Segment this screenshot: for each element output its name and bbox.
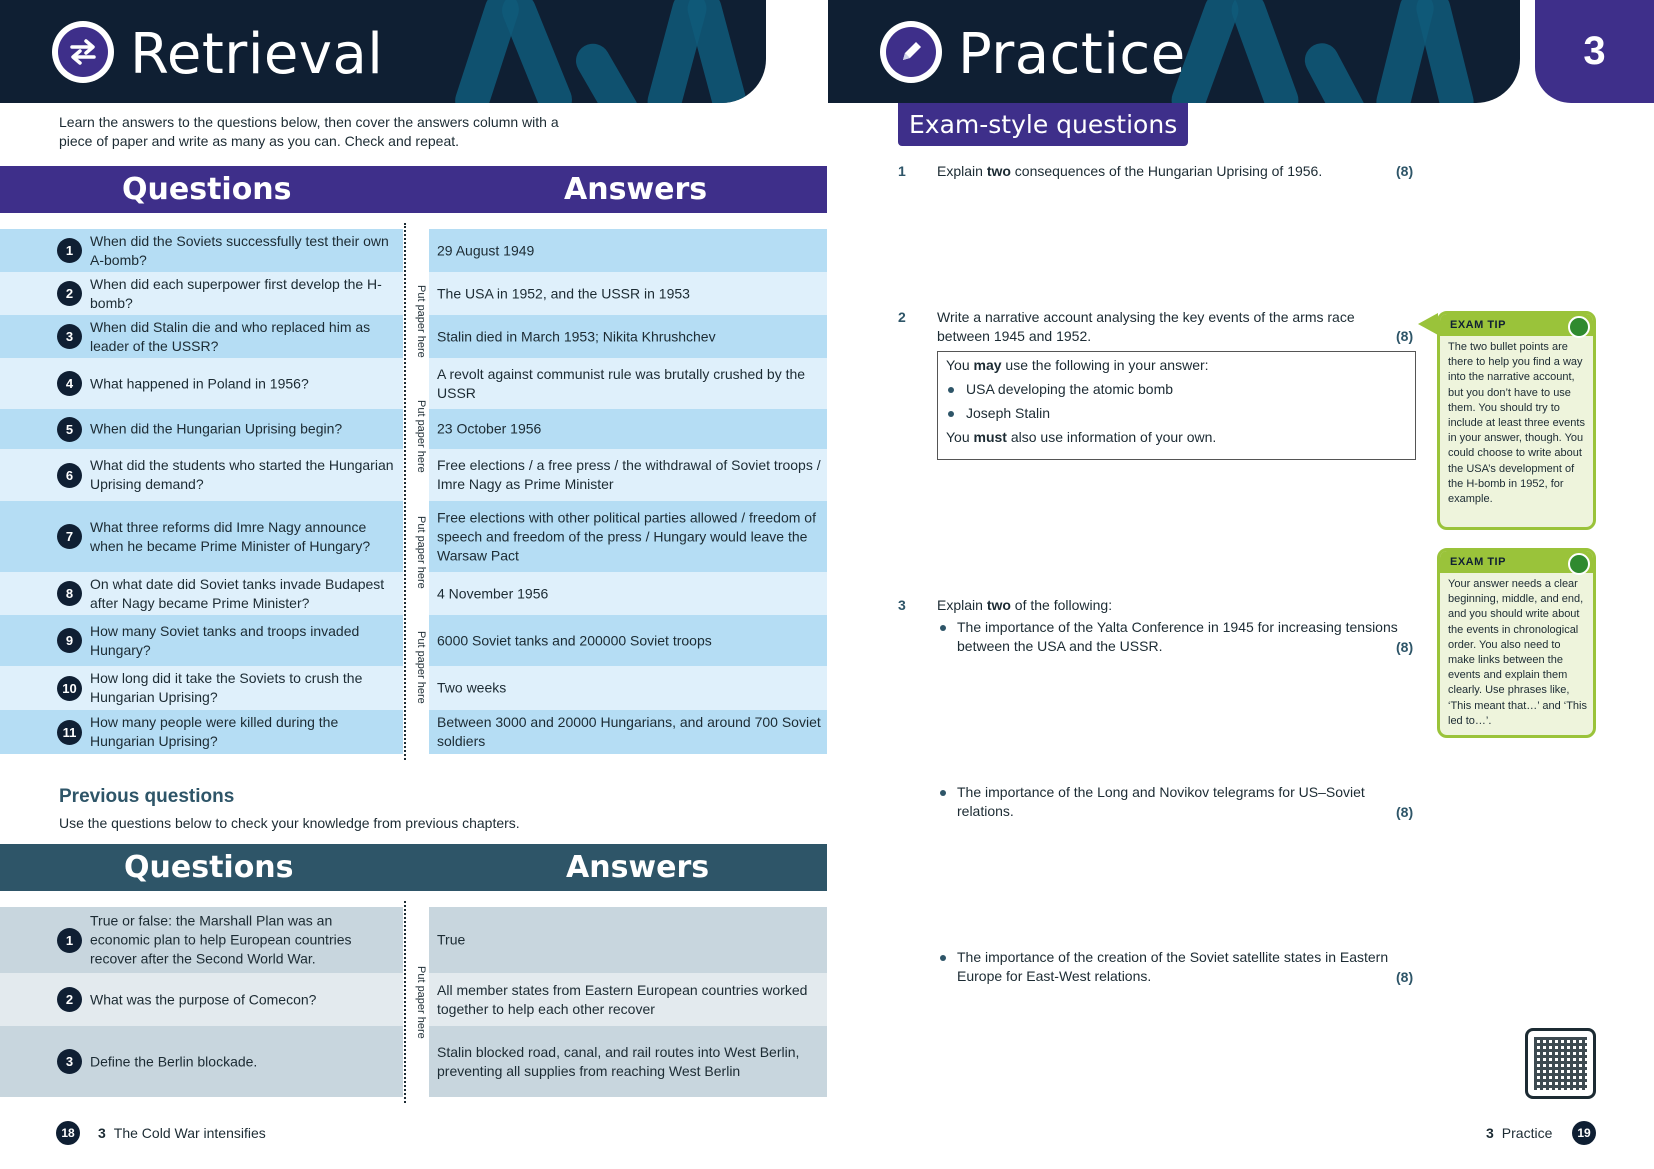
question-cell	[0, 615, 403, 666]
question-number: 1	[898, 163, 906, 179]
guidance-box	[937, 351, 1416, 460]
question-text: When did the Soviets successfully test their own A-bomb?	[90, 232, 389, 268]
text-run: You	[946, 357, 974, 373]
swap-arrows-icon	[52, 21, 114, 83]
question-text: When did each superpower first develop the H-bomb?	[90, 275, 382, 311]
answer-cell	[429, 449, 827, 501]
answer-text: Stalin blocked road, canal, and rail routes into West Berlin, preventing all supplies from reaching West Berlin	[437, 1043, 800, 1079]
pencil-icon	[880, 21, 942, 83]
question-cell	[0, 315, 403, 358]
question-number: 9	[57, 628, 82, 653]
table-row	[0, 710, 827, 754]
question-text-line: between 1945 and 1952.	[937, 328, 1092, 344]
intro-text: Learn the answers to the questions below, then cover the answers column with a piece of paper and write as many as you can. Check and repeat.	[59, 114, 559, 149]
question-number: 11	[57, 720, 82, 745]
answer-text: Free elections with other political parties allowed / freedom of speech and freedom of the press / Hungary would leave the Warsaw Pact	[437, 509, 816, 563]
qr-pattern	[1534, 1037, 1587, 1090]
question-cell	[0, 229, 403, 272]
page-title: Practice	[958, 22, 1186, 87]
question-text: How many Soviet tanks and troops invaded Hungary?	[90, 622, 360, 658]
answer-cell	[429, 1026, 827, 1097]
question-text: What was the purpose of Comecon?	[90, 991, 317, 1007]
page-number: 19	[1572, 1121, 1596, 1145]
footer-chapter: 3	[98, 1125, 106, 1141]
question-bullet-line: The importance of the Yalta Conference in 1945 for increasing tensions	[957, 619, 1398, 635]
marks: (8)	[1396, 328, 1414, 344]
answer-text: Stalin died in March 1953; Nikita Khrushchev	[437, 328, 716, 344]
question-text: How long did it take the Soviets to crush the Hungarian Uprising?	[90, 670, 363, 705]
answer-cell	[429, 315, 827, 358]
question-text: What did the students who started the Hungarian Uprising demand?	[90, 457, 394, 492]
question-cell	[0, 501, 403, 572]
put-paper-here-label: Put paper here	[415, 630, 427, 704]
brush-stroke	[497, 0, 577, 103]
exam-tip	[1437, 311, 1596, 530]
answer-text: 4 November 1956	[437, 585, 549, 601]
question-cell	[0, 710, 403, 754]
answer-text: A revolt against communist rule was brutally crushed by the USSR	[437, 365, 806, 401]
cut-line	[404, 223, 406, 760]
guidance-bullet: Joseph Stalin	[966, 405, 1051, 421]
marks: (8)	[1396, 804, 1414, 820]
question-bullet-line: Europe for East-West relations.	[957, 968, 1152, 984]
answer-cell	[429, 229, 827, 272]
questions-header: Questions	[124, 850, 294, 885]
answer-cell	[429, 907, 827, 973]
answer-cell	[429, 409, 827, 449]
previous-table-header	[0, 844, 827, 891]
retrieval-table-header	[0, 166, 827, 213]
answer-text: 6000 Soviet tanks and 200000 Soviet troops	[437, 632, 712, 648]
question-cell	[0, 358, 403, 409]
question-cell	[0, 666, 403, 710]
exam-tip-title: EXAM TIP	[1440, 551, 1593, 573]
previous-questions-title: Previous questions	[59, 786, 235, 807]
exam-tip	[1437, 548, 1596, 738]
running-footer	[1486, 1125, 1552, 1141]
marks: (8)	[1396, 639, 1414, 655]
text-run: Explain	[937, 163, 987, 179]
bullet-icon	[948, 387, 954, 393]
footer-title: Practice	[1501, 1125, 1553, 1141]
practice-header	[828, 0, 1520, 103]
text-run: of the following:	[1010, 597, 1113, 613]
answer-text: True	[437, 931, 466, 948]
question-text: On what date did Soviet tanks invade Budapest after Nagy became Prime Minister?	[90, 575, 385, 611]
emphasis: may	[973, 357, 1002, 373]
question-number: 6	[57, 463, 82, 488]
answer-text: Between 3000 and 20000 Hungarians, and around 700 Soviet soldiers	[437, 714, 821, 749]
question-number: 3	[57, 1049, 82, 1074]
table-row	[0, 229, 827, 272]
retrieval-header	[0, 0, 766, 103]
tip-pointer	[1418, 313, 1438, 335]
put-paper-here-label: Put paper here	[415, 399, 427, 473]
answer-cell	[429, 358, 827, 409]
answer-cell	[429, 272, 827, 315]
question-number: 5	[57, 417, 82, 442]
answer-text: Two weeks	[437, 679, 507, 696]
target-icon	[1568, 553, 1590, 575]
question-cell	[0, 1026, 403, 1097]
question-cell	[0, 409, 403, 449]
put-paper-here-label: Put paper here	[415, 515, 427, 589]
answer-cell	[429, 615, 827, 666]
text-run: also use information of your own.	[1006, 429, 1217, 445]
section-tag: Exam-style questions	[898, 103, 1188, 146]
question-bullet-line: relations.	[957, 803, 1014, 819]
question-number: 1	[57, 238, 82, 263]
answer-text: The USA in 1952, and the USSR in 1953	[437, 285, 690, 301]
exam-tip-text: The two bullet points are there to help you find a way into the narrative account, but you don’t have to use them. You should try to include at least three events in your answer, though. You could choose to write about the USA’s development of the H-bomb in 1952, for example.	[1448, 341, 1585, 506]
emphasis: must	[973, 429, 1007, 445]
bullet-icon	[940, 955, 946, 961]
text-run: You	[946, 429, 974, 445]
question-cell	[0, 272, 403, 315]
question-text-line: Write a narrative account analysing the key events of the arms race	[937, 309, 1355, 325]
question-bullet-line: between the USA and the USSR.	[957, 638, 1163, 654]
question-cell	[0, 907, 403, 973]
question-bullet-line: The importance of the creation of the Soviet satellite states in Eastern	[957, 949, 1389, 965]
running-footer	[98, 1125, 266, 1141]
put-paper-here-label: Put paper here	[415, 965, 427, 1039]
text-run: Explain	[937, 597, 987, 613]
question-number: 8	[57, 581, 82, 606]
question-number: 10	[57, 676, 82, 701]
question-text: How many people were killed during the Hungarian Uprising?	[90, 714, 339, 749]
bullet-icon	[948, 411, 954, 417]
question-number: 3	[898, 597, 906, 613]
emphasis: two	[986, 597, 1011, 613]
text-run: consequences of the Hungarian Uprising of 1956.	[1010, 163, 1323, 179]
question-text: True or false: the Marshall Plan was an economic plan to help European countries recover after the Second World War.	[90, 912, 352, 967]
marks: (8)	[1396, 969, 1414, 985]
answers-header: Answers	[564, 172, 708, 207]
guidance-bullet: USA developing the atomic bomb	[966, 381, 1174, 397]
answer-text: All member states from Eastern European countries worked together to help each other recover	[437, 981, 808, 1017]
question-number: 2	[57, 987, 82, 1012]
brush-stroke	[1227, 0, 1303, 103]
answer-text: 29 August 1949	[437, 242, 535, 258]
footer-title: The Cold War intensifies	[113, 1125, 266, 1141]
marks: (8)	[1396, 163, 1414, 179]
page-number: 18	[56, 1121, 80, 1145]
question-number: 7	[57, 524, 82, 549]
question-number: 3	[57, 324, 82, 349]
question-cell	[0, 973, 403, 1026]
question-text: When did Stalin die and who replaced him as leader of the USSR?	[90, 318, 371, 354]
footer-chapter: 3	[1486, 1125, 1494, 1141]
guidance-line	[946, 428, 1216, 447]
answer-cell	[429, 572, 827, 615]
answer-cell	[429, 973, 827, 1026]
question-cell	[0, 449, 403, 501]
question-bullet-line: The importance of the Long and Novikov telegrams for US–Soviet	[957, 784, 1365, 800]
question-text: Define the Berlin blockade.	[90, 1053, 258, 1069]
bullet-icon	[940, 790, 946, 796]
question-text: What three reforms did Imre Nagy announce when he became Prime Minister of Hungary?	[90, 518, 371, 554]
exam-tip-text: Your answer needs a clear beginning, middle, and end, and you should write about the events in chronological order. You also need to make links between the events and explain them clearly. Use phrases like, ‘This meant that…’ and ‘This led to…’.	[1448, 578, 1587, 727]
bullet-icon	[940, 625, 946, 631]
answer-cell	[429, 501, 827, 572]
put-paper-here-label: Put paper here	[415, 284, 427, 358]
page-title: Retrieval	[130, 22, 384, 87]
qr-code-icon[interactable]	[1525, 1028, 1596, 1099]
question-text	[937, 162, 1322, 181]
question-number: 4	[57, 371, 82, 396]
questions-header: Questions	[122, 172, 292, 207]
question-cell	[0, 572, 403, 615]
question-text	[937, 596, 1112, 615]
brush-stroke	[570, 38, 644, 103]
answer-text: Free elections / a free press / the withdrawal of Soviet troops / Imre Nagy as Prime Minister	[437, 457, 821, 492]
question-text: What happened in Poland in 1956?	[90, 375, 309, 391]
previous-questions-subtitle: Use the questions below to check your knowledge from previous chapters.	[59, 815, 520, 831]
answer-text: 23 October 1956	[437, 420, 542, 437]
guidance-line	[946, 356, 1209, 375]
answers-header: Answers	[566, 850, 710, 885]
question-text: When did the Hungarian Uprising begin?	[90, 420, 343, 437]
chapter-number-tab: 3	[1535, 0, 1654, 103]
answer-cell	[429, 666, 827, 710]
question-number: 1	[57, 928, 82, 953]
answer-cell	[429, 710, 827, 754]
question-number: 2	[898, 309, 906, 325]
cut-line	[404, 901, 406, 1103]
brush-stroke	[1299, 37, 1371, 103]
text-run: use the following in your answer:	[1001, 357, 1209, 373]
emphasis: two	[986, 163, 1011, 179]
question-number: 2	[57, 281, 82, 306]
exam-tip-title: EXAM TIP	[1440, 314, 1593, 336]
target-icon	[1568, 316, 1590, 338]
